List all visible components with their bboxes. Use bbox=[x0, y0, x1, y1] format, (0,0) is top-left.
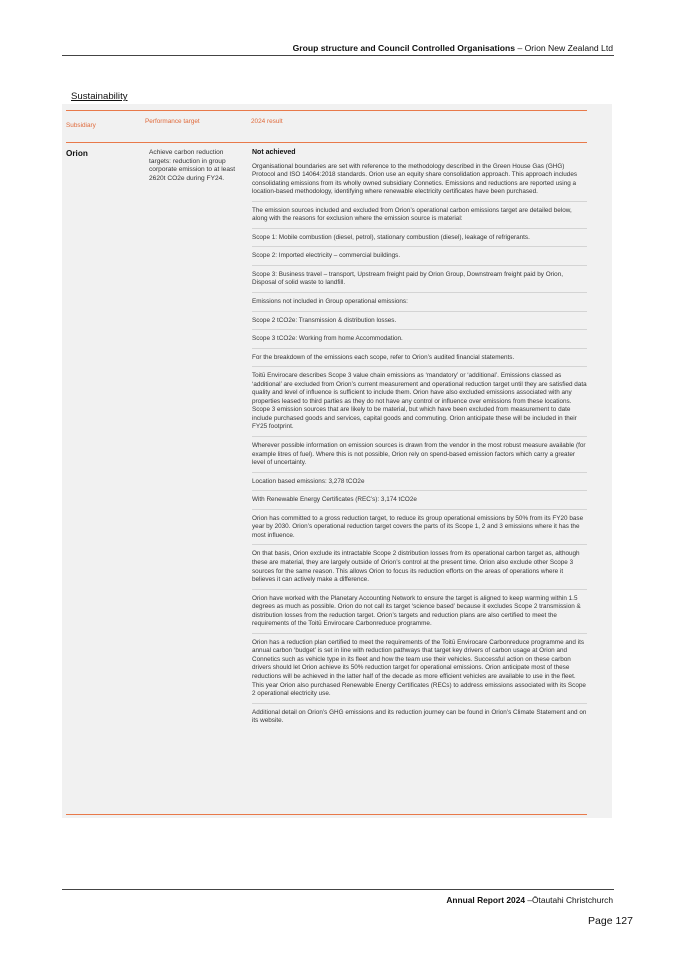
table-header-rule bbox=[66, 142, 587, 143]
running-header bbox=[293, 43, 613, 53]
page-number: Page 127 bbox=[588, 915, 633, 927]
result-paragraph: On that basis, Orion exclude its intractable Scope 2 distribution losses from its operational carbon target as, although these are material, they are largely outside of Orion’s control at the present time. Orion also exclude other Scope 3 sources for the same reason. This allows Orion to focus its reduction efforts on the areas of operations where it believes it can actively make a difference. bbox=[252, 550, 587, 589]
result-paragraph: With Renewable Energy Certificates (REC’s): 3,174 tCO2e bbox=[252, 496, 587, 510]
result-paragraph: Toitū Envirocare describes Scope 3 value chain emissions as ‘mandatory’ or ‘additional’. Emissions classed as ‘additional’ are excluded from Orion’s current measurement and operational reduction target until they are satisfied data quality and level of influence is sufficient to include them. Orion have also excluded emissions associated with any properties leased to third parties as they do not have any control or influence over emissions from these locations. Scope 3 emission sources that are likely to be material, but which have been excluded from measurement to date include purchased goods and services, capital goods and commuting. Orion anticipate these will be included in their FY25 footprint. bbox=[252, 372, 587, 437]
result-paragraph: Scope 3 tCO2e: Working from home Accommodation. bbox=[252, 335, 587, 349]
result-paragraph: Scope 1: Mobile combustion (diesel, petrol), stationary combustion (diesel), leakage of refrigerants. bbox=[252, 234, 587, 248]
subsidiary-cell: Orion bbox=[66, 149, 88, 158]
column-header-result: 2024 result bbox=[251, 118, 283, 125]
table-top-rule bbox=[66, 110, 587, 111]
footer-divider bbox=[62, 889, 614, 890]
header-title: Group structure and Council Controlled Organisations bbox=[292, 43, 516, 53]
result-paragraphs bbox=[252, 163, 587, 730]
performance-target-cell: Achieve carbon reduction targets: reduction in group corporate emission to at least 2620t CO2e during FY24. bbox=[149, 149, 236, 182]
running-footer bbox=[446, 895, 613, 905]
result-paragraph: Additional detail on Orion’s GHG emissions and its reduction journey can be found in Orion’s Climate Statement and on its website. bbox=[252, 708, 587, 725]
result-paragraph: Emissions not included in Group operational emissions: bbox=[252, 298, 587, 312]
result-paragraph: Scope 3: Business travel – transport, Upstream freight paid by Orion Group, Downstream freight paid by Orion, Disposal of solid waste to landfill. bbox=[252, 271, 587, 293]
result-paragraph: Wherever possible information on emission sources is drawn from the vendor in the most robust measure available (for example litres of fuel). Where this is not possible, Orion rely on spend-based emission factors which carry a greater level of uncertainty. bbox=[252, 442, 587, 473]
column-header-performance-target: Performance target bbox=[145, 118, 200, 125]
footer-location: –Ōtautahi Christchurch bbox=[525, 895, 613, 905]
result-paragraph: Orion has a reduction plan certified to meet the requirements of the Toitū Envirocare Carbonreduce programme and its annual carbon ‘budget’ is set in line with reduction pathways that target key drivers of carbon usage at Orion and Connetics such as vehicle type in its fleet and how the team use their vehicles. Successful action on these carbon drivers should let Orion achieve its 50% reduction target for operational emissions. Orion anticipate most of these reductions will be achieved in the latter half of the decade as more efficient vehicles are available to use in the fleet. This year Orion also purchased Renewable Energy Certificates (RECs) to address emissions associated with its Scope 2 operational electricity use. bbox=[252, 639, 587, 704]
column-header-subsidiary: Subsidiary bbox=[66, 122, 96, 129]
footer-title: Annual Report 2024 bbox=[446, 895, 526, 905]
result-paragraph: Organisational boundaries are set with reference to the methodology described in the Green House Gas (GHG) Protocol and ISO 14064:2018 standards. Orion use an equity share consolidation approach. This approach includes consolidating emissions from its wholly owned subsidiary Connetics. Emissions and reductions are reported using a location-based methodology, identifying where renewable electricity certificates have been purchased. bbox=[252, 163, 587, 202]
header-divider bbox=[62, 55, 614, 56]
result-paragraph: Scope 2: Imported electricity – commercial buildings. bbox=[252, 252, 587, 266]
result-paragraph: Location based emissions: 3,278 tCO2e bbox=[252, 478, 587, 492]
result-paragraph: Orion has committed to a gross reduction target, to reduce its group operational emissions by 50% from its FY20 base year by 2030. Orion’s operational reduction target covers the parts of its Scope 1, 2 and 3 emissions where it has the most influence. bbox=[252, 515, 587, 546]
result-cell bbox=[252, 149, 587, 811]
section-title: Sustainability bbox=[71, 91, 128, 102]
header-subtitle: – Orion New Zealand Ltd bbox=[515, 43, 613, 53]
result-paragraph: For the breakdown of the emissions each scope, refer to Orion’s audited financial statements. bbox=[252, 354, 587, 368]
result-paragraph: Scope 2 tCO2e: Transmission & distribution losses. bbox=[252, 317, 587, 331]
result-status: Not achieved bbox=[252, 149, 296, 156]
result-paragraph: The emission sources included and excluded from Orion’s operational carbon emissions target are detailed below, along with the reasons for exclusion where the emission source is material: bbox=[252, 207, 587, 229]
result-paragraph: Orion have worked with the Planetary Accounting Network to ensure the target is aligned to keep warming within 1.5 degrees as much as possible. Orion do not call its target ‘science based’ because it excludes Scope 2 transmission & distribution losses from the reduction target. Orion’s targets and reduction plans are also certified to meet the requirements of the Toitū Envirocare Carbonreduce programme. bbox=[252, 595, 587, 634]
table-bottom-rule bbox=[66, 814, 587, 815]
